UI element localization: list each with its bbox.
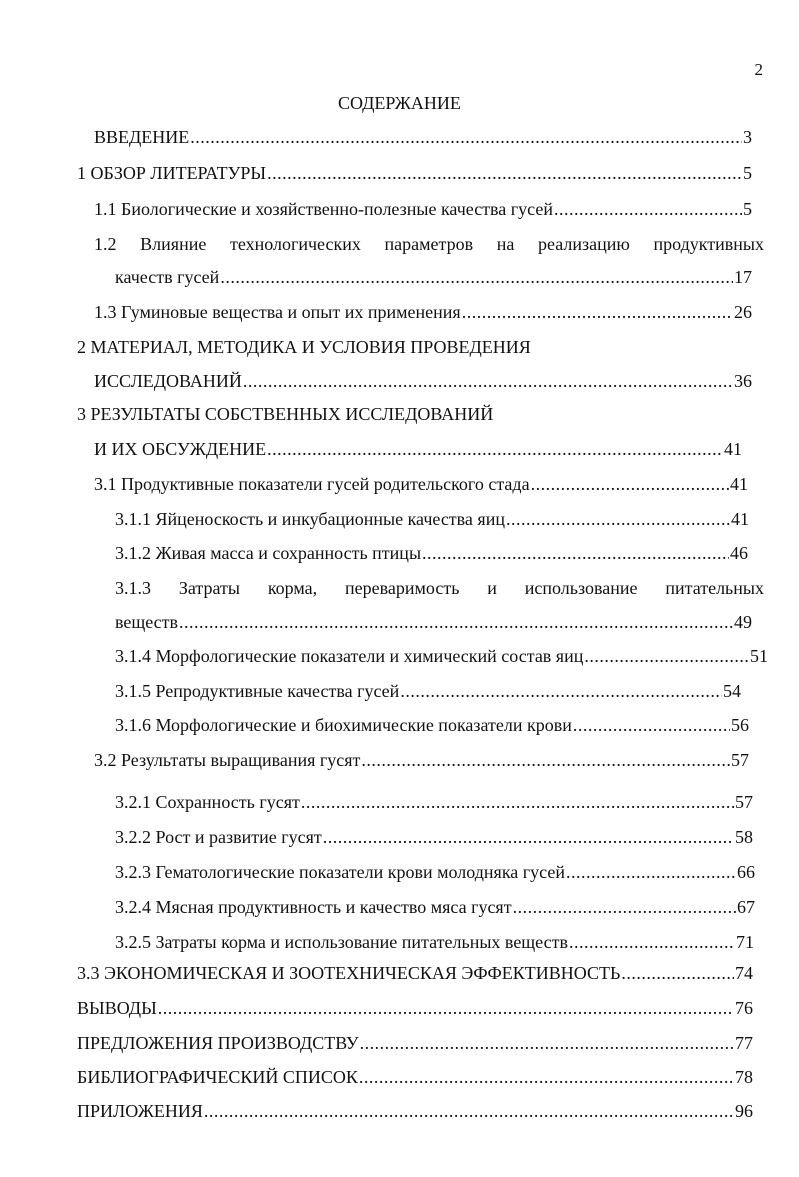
toc-label: качеств гусей [115, 267, 220, 287]
toc-page: 71 [736, 932, 754, 952]
toc-entry-section-3-line2 [94, 438, 742, 460]
toc-label: 3.1 Продуктивные показатели гусей родительского стада [94, 474, 530, 494]
toc-label: ВЫВОДЫ [77, 998, 157, 1018]
toc-leader [506, 508, 730, 530]
toc-label: 3 РЕЗУЛЬТАТЫ СОБСТВЕННЫХ ИССЛЕДОВАНИЙ [77, 404, 494, 424]
toc-entry-3-2-5 [115, 931, 754, 953]
toc-leader [621, 962, 734, 984]
toc-entry-section-3-line1 [77, 403, 493, 425]
toc-entry-proposals [77, 1032, 753, 1054]
toc-page: 54 [723, 681, 741, 701]
toc-leader [158, 997, 734, 1019]
toc-page: 17 [734, 267, 752, 287]
toc-label: 3.2.4 Мясная продуктивность и качество мяса гусят [115, 897, 512, 917]
toc-entry-intro [94, 126, 752, 148]
toc-label: БИБЛИОГРАФИЧЕСКИЙ СПИСОК [77, 1067, 358, 1087]
toc-title: СОДЕРЖАНИЕ [338, 93, 461, 113]
toc-leader [573, 714, 730, 736]
toc-label: 3.2.5 Затраты корма и использование питательных веществ [115, 932, 568, 952]
toc-label: ПРИЛОЖЕНИЯ [77, 1101, 203, 1121]
toc-label: 1.1 Биологические и хозяйственно-полезные качества гусей [94, 199, 554, 219]
toc-entry-3-2 [94, 749, 749, 771]
toc-entry-3-1-3-line2 [115, 611, 752, 633]
toc-page: 58 [735, 827, 753, 847]
toc-page: 57 [731, 750, 749, 770]
toc-leader [361, 749, 730, 771]
toc-entry-3-2-1 [115, 791, 753, 813]
toc-leader [220, 266, 733, 288]
toc-page: 51 [750, 646, 768, 666]
toc-page: 77 [735, 1033, 753, 1053]
toc-label: И ИХ ОБСУЖДЕНИЕ [94, 439, 267, 459]
toc-entry-3-1-4 [115, 645, 768, 667]
toc-leader [179, 611, 733, 633]
toc-leader [566, 861, 736, 883]
toc-label: ИССЛЕДОВАНИЙ [94, 371, 242, 391]
toc-page: 49 [734, 612, 752, 632]
toc-entry-bibliography [77, 1066, 753, 1088]
toc-leader [554, 198, 742, 220]
toc-page: 5 [743, 199, 752, 219]
toc-entry-3-1-6 [115, 714, 749, 736]
toc-page: 96 [735, 1101, 753, 1121]
toc-entry-section-2-line2 [94, 370, 752, 392]
toc-leader [513, 896, 736, 918]
toc-label: 3.1.5 Репродуктивные качества гусей [115, 681, 400, 701]
toc-leader [267, 438, 723, 460]
toc-label: 3.2 Результаты выращивания гусят [94, 750, 361, 770]
toc-leader [400, 680, 722, 702]
toc-page: 56 [731, 715, 749, 735]
toc-leader [531, 473, 729, 495]
toc-page: 66 [737, 862, 755, 882]
toc-leader [243, 370, 733, 392]
toc-page: 76 [735, 998, 753, 1018]
toc-entry-3-1-3-line1 [115, 577, 764, 599]
toc-label: 3.1.4 Морфологические показатели и химический состав яиц [115, 646, 584, 666]
toc-page: 67 [737, 897, 755, 917]
toc-page: 41 [730, 474, 748, 494]
toc-label: 1.2 Влияние технологических параметров на реализацию продуктивных [94, 234, 764, 254]
toc-leader [323, 826, 734, 848]
toc-label: 3.3 ЭКОНОМИЧЕСКАЯ И ЗООТЕХНИЧЕСКАЯ ЭФФЕКТИВНОСТЬ [77, 963, 621, 983]
toc-label: 3.1.3 Затраты корма, переваримость и использование питательных [115, 578, 764, 598]
toc-entry-3-2-4 [115, 896, 755, 918]
toc-entry-section-2-line1 [77, 336, 531, 358]
toc-leader [422, 542, 729, 564]
toc-label: 3.1.1 Яйценоскость и инкубационные качества яиц [115, 509, 505, 529]
toc-entry-3-1-1 [115, 508, 749, 530]
toc-leader [267, 162, 742, 184]
toc-page: 41 [731, 509, 749, 529]
toc-leader [204, 1100, 734, 1122]
toc-label: 2 МАТЕРИАЛ, МЕТОДИКА И УСЛОВИЯ ПРОВЕДЕНИЯ [77, 337, 531, 357]
toc-label: 3.1.6 Морфологические и биохимические показатели крови [115, 715, 572, 735]
toc-page: 78 [735, 1067, 753, 1087]
toc-entry-1-2-line2 [115, 266, 752, 288]
toc-page: 41 [724, 439, 742, 459]
toc-entry-3-1-5 [115, 680, 741, 702]
toc-label: 1 ОБЗОР ЛИТЕРАТУРЫ [77, 163, 267, 183]
toc-label: 3.2.1 Сохранность гусят [115, 792, 300, 812]
toc-label: 3.2.2 Рост и развитие гусят [115, 827, 322, 847]
toc-entry-3-3 [77, 962, 753, 984]
toc-page: 57 [735, 792, 753, 812]
toc-entry-1-1 [94, 198, 752, 220]
toc-page: 26 [734, 302, 752, 322]
toc-entry-section-1 [77, 162, 752, 184]
toc-entry-3-2-2 [115, 826, 753, 848]
toc-page: 3 [743, 127, 752, 147]
toc-page: 36 [734, 371, 752, 391]
toc-entry-1-2-line1 [94, 233, 764, 255]
toc-page: 74 [735, 963, 753, 983]
toc-label: ПРЕДЛОЖЕНИЯ ПРОИЗВОДСТВУ [77, 1033, 359, 1053]
toc-page: 5 [743, 163, 752, 183]
toc-leader [359, 1066, 734, 1088]
toc-entry-3-1-2 [115, 542, 748, 564]
toc-label: 1.3 Гуминовые вещества и опыт их применения [94, 302, 461, 322]
toc-entry-1-3 [94, 301, 752, 323]
toc-leader [301, 791, 734, 813]
toc-label: 3.2.3 Гематологические показатели крови молодняка гусей [115, 862, 565, 882]
toc-leader [190, 126, 742, 148]
toc-leader [462, 301, 733, 323]
toc-entry-appendices [77, 1100, 753, 1122]
toc-leader [584, 645, 749, 667]
page-number: 2 [754, 60, 763, 79]
toc-label: веществ [115, 612, 179, 632]
toc-leader [569, 931, 735, 953]
toc-leader [360, 1032, 734, 1054]
toc-page: 46 [730, 543, 748, 563]
toc-label: ВВЕДЕНИЕ [94, 127, 190, 147]
toc-entry-3-1 [94, 473, 748, 495]
toc-entry-conclusions [77, 997, 753, 1019]
toc-entry-3-2-3 [115, 861, 755, 883]
toc-label: 3.1.2 Живая масса и сохранность птицы [115, 543, 422, 563]
